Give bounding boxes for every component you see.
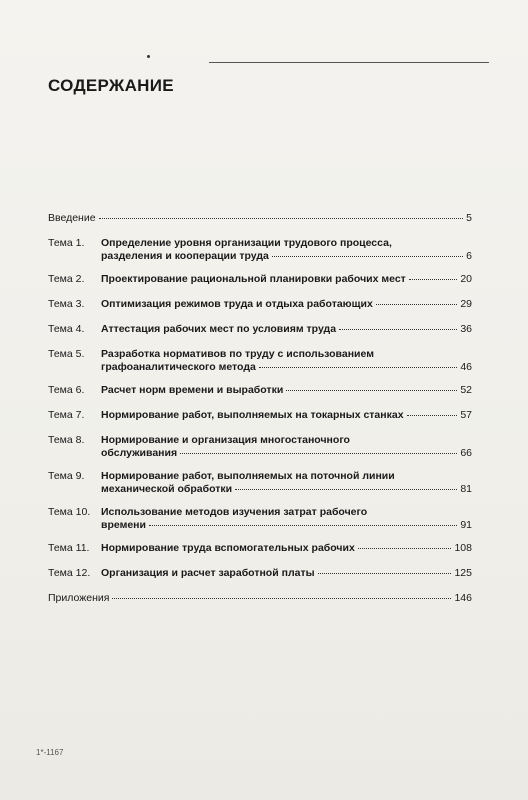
toc-entry-text: Организация и расчет заработной платы (101, 567, 315, 579)
toc-entry-number: Тема 1. (48, 237, 85, 249)
toc-entry-title (48, 212, 472, 225)
toc-entry[interactable] (48, 237, 472, 263)
toc-entry-text: Нормирование работ, выполняемых на токарных станках (101, 409, 404, 421)
toc-page-number: 66 (460, 447, 472, 459)
toc-entry[interactable] (48, 212, 472, 225)
toc-entry-text: Нормирование работ, выполняемых на поточной линии (101, 470, 395, 482)
dot-leader (99, 218, 464, 219)
toc-entry[interactable] (48, 470, 472, 496)
dot-leader (272, 256, 463, 257)
toc-entry-text: времени (101, 519, 146, 531)
toc-page-number: 52 (460, 384, 472, 396)
toc-page-number: 57 (460, 409, 472, 421)
toc-entry-text: Расчет норм времени и выработки (101, 384, 284, 396)
toc-entry-number: Тема 5. (48, 348, 85, 360)
toc-entry[interactable] (48, 506, 472, 532)
toc-page-number: 146 (454, 592, 472, 604)
toc-page-number: 108 (454, 542, 472, 554)
toc-entry-number: Тема 3. (48, 298, 85, 310)
table-of-contents (48, 212, 472, 605)
dot-leader (407, 415, 458, 416)
toc-page-number: 36 (460, 323, 472, 335)
toc-entry-title (101, 434, 472, 460)
dot-leader (358, 548, 452, 549)
toc-entry-text: графоаналитического метода (101, 361, 256, 373)
dot-leader (149, 525, 457, 526)
toc-entry-number: Тема 11. (48, 542, 90, 554)
toc-entry-text: Разработка нормативов по труду с использованием (101, 348, 374, 360)
toc-entry[interactable] (48, 384, 472, 397)
toc-entry-title (101, 237, 472, 263)
footer-code: 1*-1167 (36, 748, 64, 757)
toc-entry-title (101, 323, 472, 336)
toc-entry[interactable] (48, 592, 472, 605)
toc-entry[interactable] (48, 409, 472, 422)
toc-entry-number: Тема 10. (48, 506, 91, 518)
dot-leader (409, 279, 457, 280)
toc-entry[interactable] (48, 298, 472, 311)
dot-leader (286, 390, 457, 391)
toc-entry[interactable] (48, 323, 472, 336)
toc-entry-text: Оптимизация режимов труда и отдыха работающих (101, 298, 373, 310)
toc-entry-number: Тема 2. (48, 273, 85, 285)
toc-entry[interactable] (48, 434, 472, 460)
toc-entry-text: Использование методов изучения затрат рабочего (101, 506, 368, 518)
toc-entry-text: Нормирование и организация многостаночного (101, 434, 350, 446)
dot-leader (112, 598, 451, 599)
toc-page-number: 81 (460, 483, 472, 495)
toc-entry-text: Приложения (48, 592, 110, 604)
toc-entry-title (101, 273, 472, 286)
toc-page-number: 125 (454, 567, 472, 579)
toc-entry-title (101, 470, 472, 496)
toc-entry-number: Тема 6. (48, 384, 85, 396)
dot-leader (259, 367, 457, 368)
toc-entry-text: Аттестация рабочих мест по условиям труда (101, 323, 337, 335)
toc-entry[interactable] (48, 567, 472, 580)
toc-entry-number: Тема 9. (48, 470, 85, 482)
toc-entry-title (101, 348, 472, 374)
print-dot (147, 55, 150, 58)
dot-leader (339, 329, 457, 330)
dot-leader (235, 489, 457, 490)
toc-entry-text: Введение (48, 212, 96, 224)
toc-entry-number: Тема 7. (48, 409, 85, 421)
toc-entry-number: Тема 8. (48, 434, 85, 446)
page-title: СОДЕРЖАНИЕ (48, 76, 174, 95)
toc-entry-text: Нормирование труда вспомогательных рабочих (101, 542, 355, 554)
toc-entry-title (101, 506, 472, 532)
dot-leader (376, 304, 458, 305)
toc-entry-number: Тема 4. (48, 323, 85, 335)
toc-page-number: 29 (460, 298, 472, 310)
toc-entry-text: Определение уровня организации трудового процесса, (101, 237, 392, 249)
toc-entry-title (101, 567, 472, 580)
toc-page-number: 91 (460, 519, 472, 531)
toc-entry-text: обслуживания (101, 447, 178, 459)
toc-entry-title (101, 298, 472, 311)
toc-entry[interactable] (48, 542, 472, 555)
toc-entry-title (101, 384, 472, 397)
toc-entry-title (101, 542, 472, 555)
toc-entry-text: Проектирование рациональной планировки рабочих мест (101, 273, 406, 285)
toc-entry-text: механической обработки (101, 483, 233, 495)
toc-page-number: 46 (460, 361, 472, 373)
toc-entry-text: разделения и кооперации труда (101, 250, 269, 262)
toc-entry[interactable] (48, 348, 472, 374)
toc-entry[interactable] (48, 273, 472, 286)
dot-leader (318, 573, 452, 574)
toc-entry-title (101, 409, 472, 422)
toc-entry-title (48, 592, 472, 605)
toc-entry-number: Тема 12. (48, 567, 91, 579)
toc-page-number: 5 (466, 212, 472, 224)
top-rule-divider (209, 62, 489, 63)
toc-page-number: 6 (466, 250, 472, 262)
dot-leader (180, 453, 457, 454)
toc-page-number: 20 (460, 273, 472, 285)
